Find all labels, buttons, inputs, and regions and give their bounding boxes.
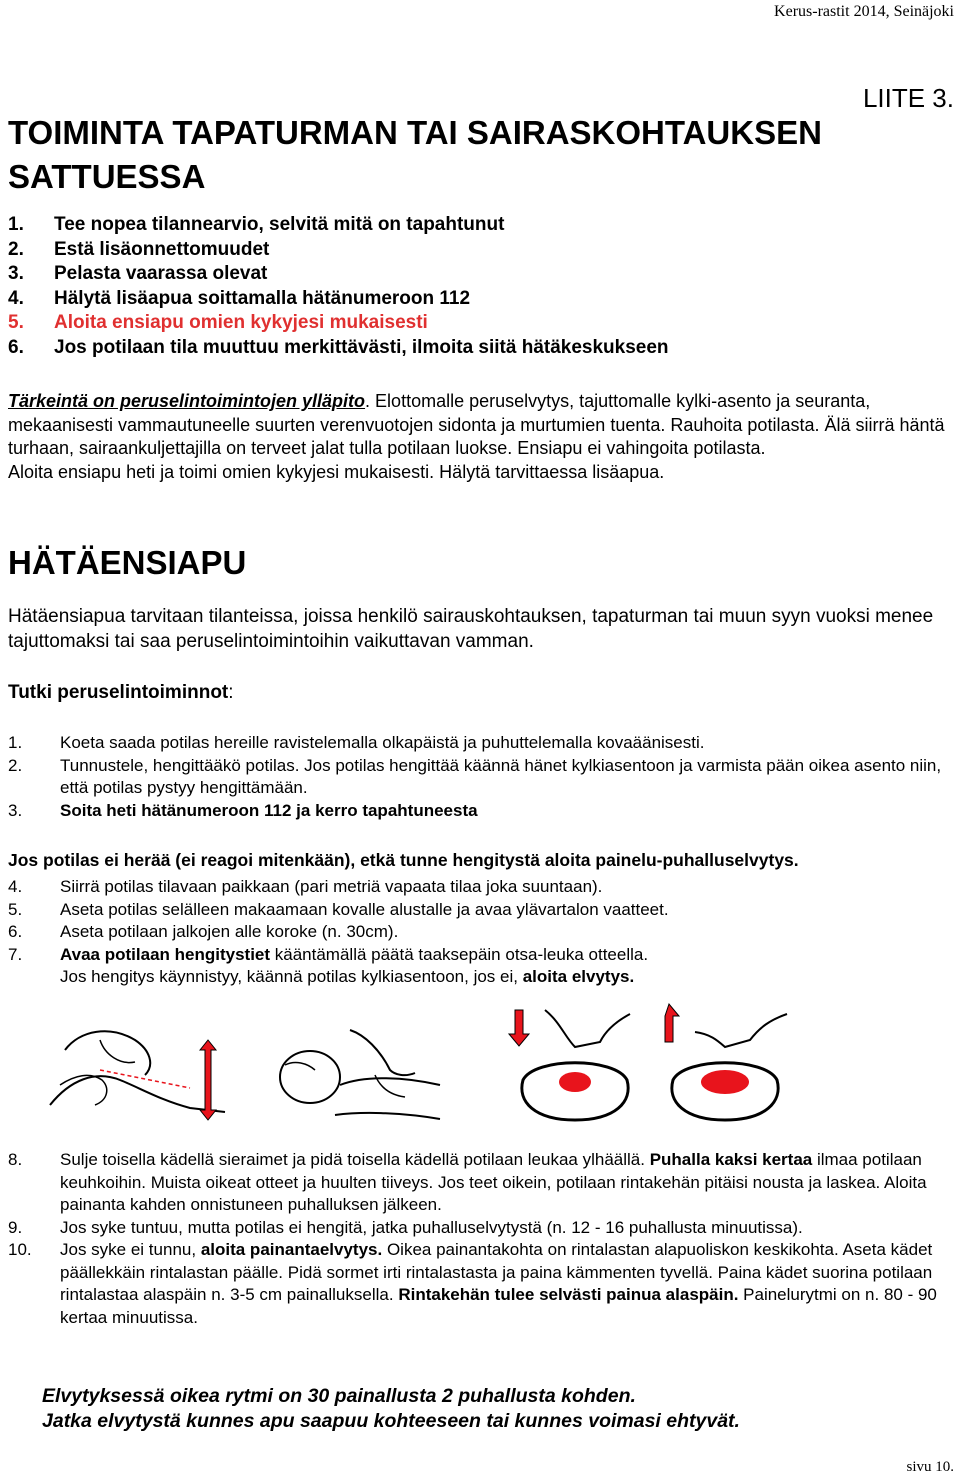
page-title — [8, 111, 822, 199]
cpr-steps-b — [8, 1149, 953, 1329]
section-title: HÄTÄENSIAPU — [8, 544, 247, 581]
page-number: sivu 10. — [906, 1459, 954, 1475]
priority-last: Aloita ensiapu heti ja toimi omien kykyjesi mukaisesti. Hälytä tarvittaessa lisäapua. — [8, 461, 665, 482]
final-note — [42, 1384, 740, 1434]
cpr-step-6: 6. Aseta potilaan jalkojen alle koroke (n. 30cm). — [8, 922, 399, 941]
cpr-step-7: 7. Avaa potilaan hengitystiet kääntämällä päätä taaksepäin otsa-leuka otteella. Jos hengitys käynnistyy, käännä potilas kylkiasentoon, jos ei, aloita elvytys. — [8, 944, 649, 986]
final-note-line1: Elvytyksessä oikea rytmi on 30 painallusta 2 puhallusta kohden. — [42, 1385, 636, 1407]
step-6: 6. Jos potilaan tila muuttuu merkittävästi, ilmoita siitä hätäkeskukseen — [8, 336, 669, 358]
action-steps — [8, 213, 669, 361]
step-4: 4. Hälytä lisäapua soittamalla hätänumeroon 112 — [8, 287, 471, 309]
chest-compression-illustration-2 — [655, 1002, 795, 1127]
cpr-step-10: 10. Jos syke ei tunnu, aloita painantaelvytys. Oikea painantakohta on rintalastan alapuoliskon keskikohta. Aseta kädet päällekkäin rintalastan päälle. Pidä sormet irti rintalastasta ja paina kämmenten tyvellä. Paina kädet suorina potilaan rintalastaa alaspäin n. 3-5 cm painalluksella. Rintakehän tulee selvästi painua alaspäin. Painelurytmi on n. 80 - 90 kertaa minuutissa. — [8, 1240, 937, 1327]
cpr-step-9: 9. Jos syke tuntuu, mutta potilas ei hengitä, jatka puhalluselvytystä (n. 12 - 16 puhallusta minuutissa). — [8, 1217, 803, 1237]
airway-illustration — [40, 1010, 230, 1130]
step-3: 3. Pelasta vaarassa olevat — [8, 263, 268, 285]
priority-body: . Elottomalle peruselvytys, tajuttomalle kylki-asento ja seuranta, mekaanisesti vammautuneelle suurten verenvuotojen sidonta ja murtumien tuenta. Rauhoita potilasta. Älä siirrä häntä turhaan, sairaankuljettajilla on terveet jalat tulla potilaan luokse. Ensiapu ei vahingoita potilasta. — [8, 391, 945, 458]
step-5: 5. Aloita ensiapu omien kykyjesi mukaisesti — [8, 312, 428, 334]
cpr-steps-a — [8, 876, 953, 989]
priority-paragraph — [8, 390, 953, 484]
no-response-instruction: Jos potilas ei herää (ei reagoi mitenkään), etkä tunne hengitystä aloita painelu-puhalluselvytys. — [8, 850, 799, 870]
step-1: 1. Tee nopea tilannearvio, selvitä mitä on tapahtunut — [8, 214, 505, 235]
chest-compression-illustration-1 — [505, 1002, 645, 1127]
check-heading: Tutki peruselintoiminnot: — [8, 682, 234, 703]
final-note-line2: Jatka elvytystä kunnes apu saapuu kohteeseen tai kunnes voimasi ehtyvät. — [42, 1410, 740, 1432]
page-title-line2: SATTUESSA — [8, 158, 206, 195]
cpr-step-4: 4. Siirrä potilas tilavaan paikkaan (pari metriä vapaata tilaa joka suuntaan). — [8, 877, 603, 896]
cpr-step-8: 8. Sulje toisella kädellä sieraimet ja pidä toisella kädellä potilaan leukaa ylhäällä. Puhalla kaksi kertaa ilmaa potilaan keuhkoihin. Muista oikeat otteet ja huulten tiiveys. Jos teet oikein, potilaan rintakehän pitäisi nousta ja laskea. Aloita painanta kahden onnistuneen puhalluksen jälkeen. — [8, 1150, 927, 1214]
cpr-step-5: 5. Aseta potilas selälleen makaamaan kovalle alustalle ja avaa ylävartalon vaatteet. — [8, 899, 669, 919]
header-event: Kerus-rastit 2014, Seinäjoki — [774, 3, 954, 20]
check-item-3: 3. Soita heti hätänumeroon 112 ja kerro tapahtuneesta — [8, 800, 478, 820]
page-title-line1: TOIMINTA TAPATURMAN TAI SAIRASKOHTAUKSEN — [8, 114, 822, 151]
step-2: 2. Estä lisäonnettomuudet — [8, 238, 270, 260]
check-item-2: 2. Tunnustele, hengittääkö potilas. Jos potilas hengittää käännä hänet kylkiasentoon ja varmista pään oikea asento niin, että potilas pystyy hengittämään. — [8, 755, 942, 797]
check-list — [8, 732, 953, 822]
priority-heading: Tärkeintä on peruselintoimintojen ylläpito — [8, 391, 366, 411]
check-label: Tutki peruselintoiminnot — [8, 682, 229, 703]
appendix-label: LIITE 3. — [862, 83, 954, 113]
breathing-check-illustration — [255, 1015, 445, 1130]
section-intro: Hätäensiapua tarvitaan tilanteissa, joissa henkilö sairauskohtauksen, tapaturman tai muun syyn vuoksi menee tajuttomaksi tai saa peruselintoimintoihin vaikuttavan vamman. — [8, 606, 934, 652]
check-item-1: 1. Koeta saada potilas hereille ravistelemalla olkapäistä ja puhuttelemalla kovaäänisesti. — [8, 733, 705, 752]
